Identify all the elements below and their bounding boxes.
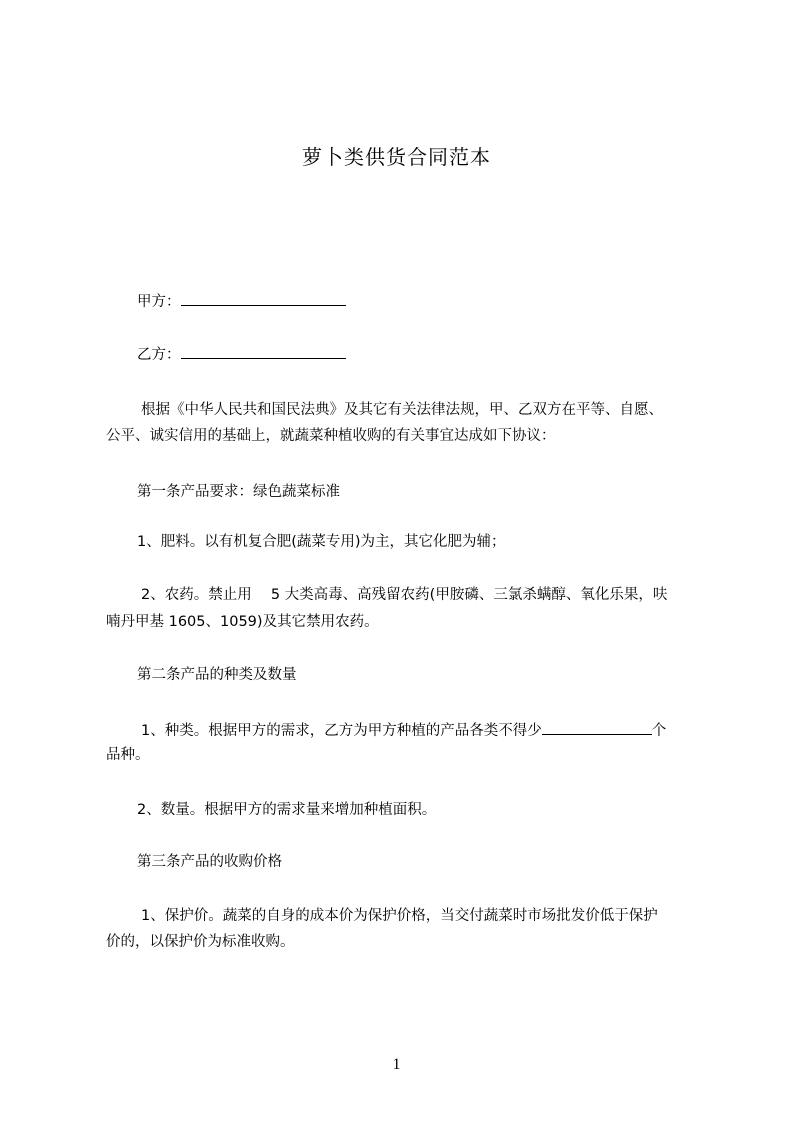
article-2-heading: 第二条产品的种类及数量	[137, 667, 297, 683]
party-a-blank[interactable]	[181, 291, 346, 306]
party-a-line	[137, 291, 346, 312]
document-title: 萝卜类供货合同范本	[302, 145, 491, 169]
intro-line-2: 公平、诚实信用的基础上，就蔬菜种植收购的有关事宜达成如下协议：	[106, 428, 556, 444]
article-2-item-1-text: 1、种类。根据甲方的需求，乙方为甲方种植的产品各类不得少	[141, 723, 542, 739]
article-1-item-1: 1、肥料。以有机复合肥(蔬菜专用)为主，其它化肥为辅；	[137, 534, 506, 550]
party-a-label: 甲方：	[137, 294, 181, 310]
article-3-item-1-line-1: 1、保护价。蔬菜的自身的成本价为保护价格，当交付蔬菜时市场批发价低于保护	[141, 908, 658, 924]
variety-count-blank[interactable]	[542, 720, 652, 735]
article-2-item-2: 2、数量。根据甲方的需求量来增加种植面积。	[137, 802, 437, 818]
intro-line-1: 根据《中华人民共和国民法典》及其它有关法律法规，甲、乙双方在平等、自愿、	[141, 402, 663, 418]
article-1-item-2-line-1: 2、农药。禁止用 5 大类高毒、高残留农药(甲胺磷、三氯杀螨醇、氧化乐果，呋	[141, 587, 668, 603]
article-2-item-1-suffix: 个	[651, 723, 667, 739]
page-number: 1	[392, 1056, 401, 1073]
article-3-heading: 第三条产品的收购价格	[137, 854, 282, 870]
party-b-label: 乙方：	[137, 347, 181, 363]
party-b-line	[137, 344, 346, 365]
article-3-item-1-line-2: 价的，以保护价为标准收购。	[106, 934, 295, 950]
article-1-heading: 第一条产品要求：绿色蔬菜标准	[137, 484, 340, 500]
article-2-item-1-line-2: 品种。	[106, 747, 150, 763]
article-1-item-2-line-2: 喃丹甲基 1605、1059)及其它禁用农药。	[106, 614, 379, 630]
party-b-blank[interactable]	[181, 344, 346, 359]
article-2-item-1-line-1	[141, 720, 666, 741]
